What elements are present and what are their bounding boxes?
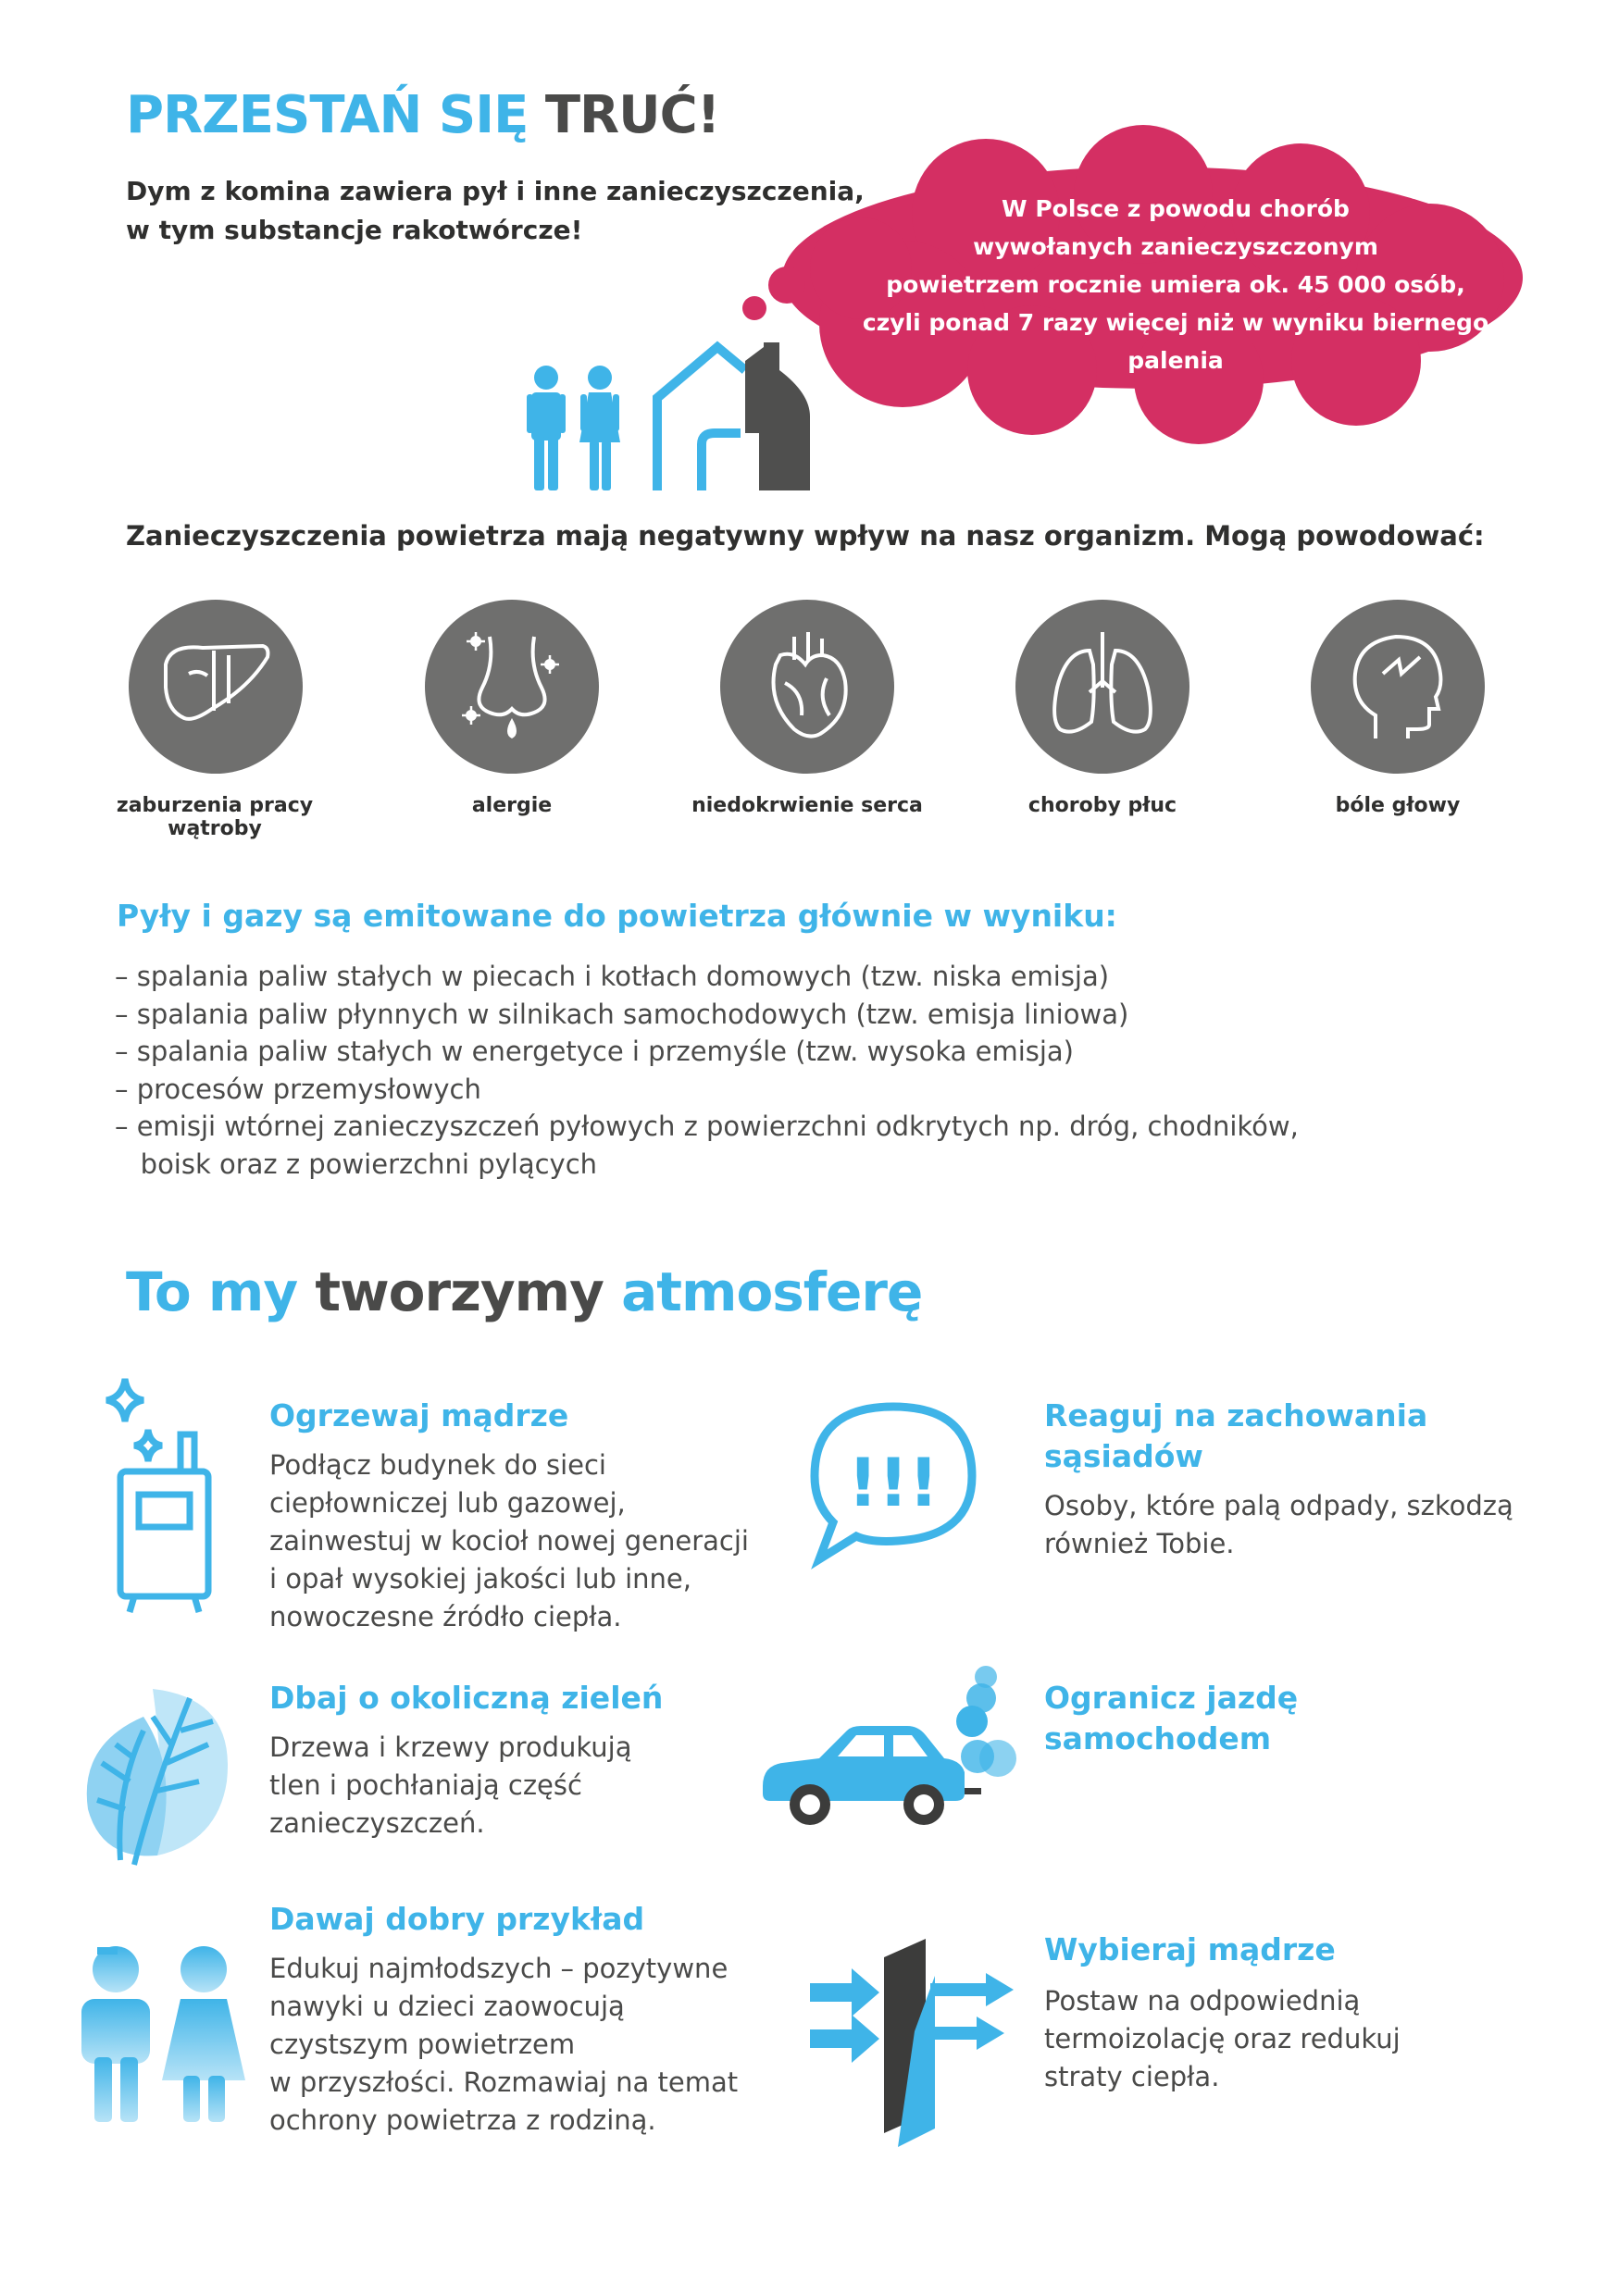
tip-line: ciepłowniczej lub gazowej, <box>269 1487 626 1519</box>
children-icon <box>74 1942 250 2127</box>
atmosphere-part3: atmosferę <box>621 1260 923 1323</box>
emissions-heading: Pyły i gazy są emitowane do powietrza głównie w wyniku: <box>117 898 1117 934</box>
heart-circle <box>720 600 894 774</box>
tip-title-heating: Ogrzewaj mądrze <box>269 1397 569 1433</box>
tip-line: Drzewa i krzewy produkują <box>269 1731 632 1763</box>
car-icon <box>759 1657 1018 1832</box>
tip-text-greenery <box>269 1729 632 1843</box>
nose-circle <box>425 600 599 774</box>
tip-line: Podłącz budynek do sieci <box>269 1449 606 1481</box>
tip-line: zainwestuj w kocioł nowej generacji <box>269 1525 749 1557</box>
tip-title-line: samochodem <box>1044 1720 1272 1756</box>
tip-line: Postaw na odpowiednią <box>1044 1985 1361 2017</box>
effect-label-allergy: alergie <box>471 794 553 817</box>
list-item: – spalania paliw stałych w piecach i kotłach domowych (tzw. niska emisja) <box>115 961 1110 992</box>
tip-title-greenery: Dbaj o okoliczną zieleń <box>269 1680 664 1716</box>
tip-line: również Tobie. <box>1044 1528 1235 1559</box>
heart-icon <box>720 600 894 774</box>
tip-title-neighbors <box>1044 1396 1427 1477</box>
emissions-list <box>115 958 1299 1183</box>
list-item: – spalania paliw płynnych w silnikach samochodowych (tzw. emisja liniowa) <box>115 998 1129 1030</box>
cloud-line4: czyli ponad 7 razy więcej niż w wyniku biernego palenia <box>862 309 1489 374</box>
boiler-icon <box>93 1370 222 1620</box>
list-item: – spalania paliw stałych w energetyce i przemyśle (tzw. wysoka emisja) <box>115 1036 1074 1067</box>
tip-line: Osoby, które palą odpady, szkodzą <box>1044 1490 1513 1521</box>
family-house-illustration <box>518 315 824 495</box>
atmosphere-part1: To my <box>126 1260 298 1323</box>
effect-label-liver: zaburzenia pracy wątroby <box>116 794 314 840</box>
effect-label-heart: niedokrwienie serca <box>691 794 923 817</box>
subtitle-line2: w tym substancje rakotwórcze! <box>126 215 583 245</box>
liver-icon <box>129 600 303 774</box>
effects-lead: Zanieczyszczenia powietrza mają negatywny wpływ na nasz organizm. Mogą powodować: <box>126 520 1485 552</box>
cloud-line1: W Polsce z powodu chorób <box>1002 195 1350 222</box>
page-title <box>126 85 719 145</box>
tip-title-car <box>1044 1678 1298 1759</box>
tip-title-line: sąsiadów <box>1044 1438 1203 1474</box>
speech-bubble-icon <box>805 1397 981 1569</box>
tip-line: straty ciepła. <box>1044 2061 1220 2092</box>
title-part2: TRUĆ! <box>544 85 720 145</box>
list-item: – emisji wtórnej zanieczyszczeń pyłowych z powierzchni odkrytych np. dróg, chodników, <box>115 1111 1299 1142</box>
house-icon <box>657 342 810 490</box>
effect-label-lungs: choroby płuc <box>1027 794 1177 817</box>
tip-line: i opał wysokiej jakości lub inne, <box>269 1563 691 1595</box>
lungs-icon <box>1015 600 1189 774</box>
bubble-text: !!! <box>847 1444 940 1521</box>
tip-text-insulation <box>1044 1982 1401 2096</box>
woman-icon <box>579 366 620 490</box>
tip-line: termoizolację oraz redukuj <box>1044 2023 1401 2054</box>
tip-line: nowoczesne źródło ciepła. <box>269 1601 622 1632</box>
tip-text-heating <box>269 1446 749 1636</box>
title-part1: PRZESTAŃ SIĘ <box>126 85 529 145</box>
atmosphere-part2: tworzymy <box>315 1260 604 1323</box>
tip-line: tlen i pochłaniają część <box>269 1769 582 1801</box>
man-icon <box>527 366 566 490</box>
tip-line: w przyszłości. Rozmawiaj na temat <box>269 2066 739 2098</box>
tip-line: nawyki u dzieci zaowocują <box>269 1991 625 2022</box>
tip-line: czystszym powietrzem <box>269 2029 576 2060</box>
cloud-statistic <box>815 190 1537 379</box>
effect-label-head: bóle głowy <box>1335 794 1461 817</box>
head-circle <box>1311 600 1485 774</box>
tip-title-example: Dawaj dobry przykład <box>269 1901 645 1937</box>
tip-text-example <box>269 1950 738 2140</box>
cloud-line3: powietrzem rocznie umiera ok. 45 000 osób, <box>886 271 1465 298</box>
insulation-icon <box>805 1920 1018 2152</box>
tip-line: Edukuj najmłodszych – pozytywne <box>269 1953 729 1984</box>
leaf-icon <box>79 1680 236 1865</box>
tip-title-line: Ogranicz jazdę <box>1044 1680 1299 1716</box>
tip-line: ochrony powietrza z rodziną. <box>269 2104 656 2136</box>
tip-title-insulation: Wybieraj mądrze <box>1044 1931 1336 1967</box>
tip-title-line: Reaguj na zachowania <box>1044 1397 1428 1433</box>
tip-line: zanieczyszczeń. <box>269 1807 485 1839</box>
liver-circle <box>129 600 303 774</box>
cloud-line2: wywołanych zanieczyszczonym <box>973 233 1378 260</box>
subtitle-line1: Dym z komina zawiera pył i inne zanieczyszczenia, <box>126 176 865 206</box>
atmosphere-title <box>126 1260 922 1323</box>
tip-text-neighbors <box>1044 1487 1513 1563</box>
list-item: – procesów przemysłowych <box>115 1073 481 1105</box>
list-item: boisk oraz z powierzchni pylących <box>115 1148 598 1180</box>
lungs-circle <box>1015 600 1189 774</box>
head-icon <box>1311 600 1485 774</box>
nose-icon <box>425 600 599 774</box>
